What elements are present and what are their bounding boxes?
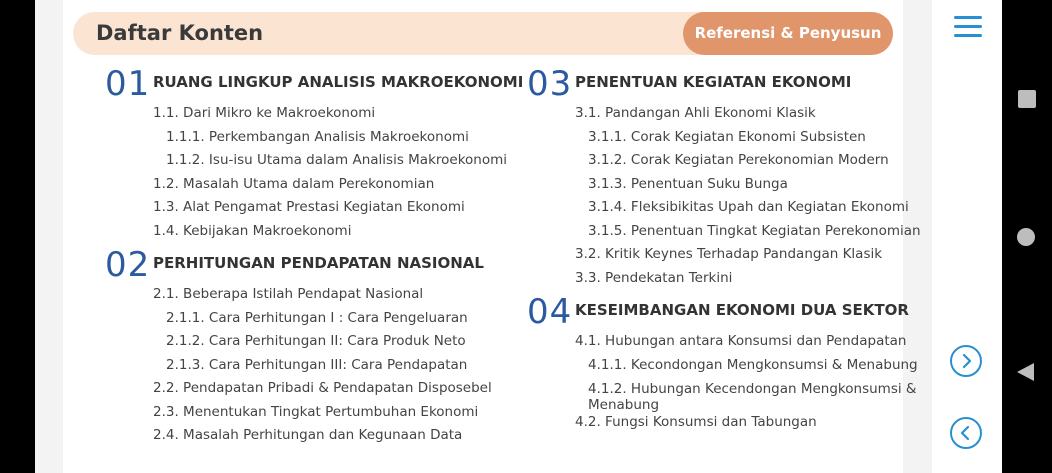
navigation-panel	[932, 0, 1002, 473]
toc-section-link[interactable]: 3.3. Pendekatan Terkini	[575, 269, 733, 286]
chapter-title: PERHITUNGAN PENDAPATAN NASIONAL	[153, 254, 484, 272]
home-icon[interactable]	[1017, 228, 1035, 246]
chapter-number: 02	[105, 245, 151, 285]
toc-subsection-link[interactable]: 2.1.3. Cara Perhitungan III: Cara Pendapatan	[166, 356, 468, 373]
toc-subsection-link[interactable]: 2.1.2. Cara Perhitungan II: Cara Produk Neto	[166, 333, 466, 349]
toc-subsection-link[interactable]: 4.1.1. Kecondongan Mengkonsumsi & Menabung	[588, 356, 918, 373]
references-button[interactable]: Referensi & Penyusun	[683, 12, 893, 55]
next-page-button[interactable]	[950, 345, 982, 377]
toc-section-link[interactable]: 4.2. Fungsi Konsumsi dan Tabungan	[575, 414, 817, 430]
toc-column-left	[105, 62, 524, 448]
content-page	[35, 0, 932, 473]
recent-apps-icon[interactable]	[1018, 90, 1036, 108]
system-navigation-bar	[1002, 0, 1052, 473]
back-icon[interactable]	[1017, 363, 1034, 381]
chapter-title: PENENTUAN KEGIATAN EKONOMI	[575, 73, 852, 91]
left-system-edge	[0, 0, 35, 473]
toc-section-link[interactable]: 4.1. Hubungan antara Konsumsi dan Pendapatan	[575, 333, 907, 349]
chapter-number: 03	[527, 64, 573, 104]
menu-bar	[954, 34, 982, 37]
chevron-left-icon	[957, 424, 975, 442]
chapter-title: RUANG LINGKUP ANALISIS MAKROEKONOMI	[153, 73, 524, 91]
toc-section-link[interactable]: 1.1. Dari Mikro ke Makroekonomi	[153, 105, 376, 121]
toc-subsection-link[interactable]: 3.1.4. Fleksibikitas Upah dan Kegiatan Ekonomi	[588, 199, 909, 215]
toc-subsection-link[interactable]: 1.1.1. Perkembangan Analisis Makroekonomi	[166, 128, 469, 145]
toc-header	[73, 12, 893, 55]
page-title: Daftar Konten	[96, 21, 264, 45]
chapter-heading[interactable]	[105, 62, 524, 104]
chapter-title: KESEIMBANGAN EKONOMI DUA SEKTOR	[575, 301, 909, 319]
toc-section-link[interactable]: 1.2. Masalah Utama dalam Perekonomian	[153, 175, 435, 192]
toc-subsection-link[interactable]: 3.1.2. Corak Kegiatan Perekonomian Modern	[588, 152, 889, 168]
toc-subsection-link[interactable]: 3.1.3. Penentuan Suku Bunga	[588, 175, 788, 192]
chapter-number: 01	[105, 64, 151, 104]
menu-bar	[954, 16, 982, 19]
toc-section-link[interactable]: 1.3. Alat Pengamat Prestasi Kegiatan Ekonomi	[153, 199, 465, 215]
toc-section-link[interactable]: 2.4. Masalah Perhitungan dan Kegunaan Data	[153, 427, 463, 443]
previous-page-button[interactable]	[950, 417, 982, 449]
toc-subsection-link[interactable]: 3.1.5. Penentuan Tingkat Kegiatan Perekonomian	[588, 222, 921, 239]
toc-section-link[interactable]: 1.4. Kebijakan Makroekonomi	[153, 222, 352, 239]
toc-subsection-link[interactable]: 2.1.1. Cara Perhitungan I : Cara Pengeluaran	[166, 309, 468, 326]
chapter-heading[interactable]	[105, 243, 515, 283]
chevron-right-icon	[957, 352, 975, 370]
menu-bar	[954, 25, 982, 28]
toc-section-link[interactable]: 3.2. Kritik Keynes Terhadap Pandangan Klasik	[575, 246, 883, 262]
toc-subsection-link[interactable]: 4.1.2. Hubungan Kecendongan Mengkonsumsi & Menabung	[588, 381, 917, 413]
toc-section-link[interactable]: 2.2. Pendapatan Pribadi & Pendapatan Disposebel	[153, 380, 492, 396]
chapter-heading[interactable]	[527, 62, 927, 102]
toc-subsection-link[interactable]: 1.1.2. Isu-isu Utama dalam Analisis Makroekonomi	[166, 152, 508, 168]
chapter-number: 04	[527, 292, 573, 332]
toc-section-link[interactable]: 2.3. Menentukan Tingkat Pertumbuhan Ekonomi	[153, 403, 479, 420]
toc-subsection-link[interactable]: 3.1.1. Corak Kegiatan Ekonomi Subsisten	[588, 128, 866, 145]
toc-column-right	[527, 62, 927, 435]
hamburger-menu-icon[interactable]	[954, 16, 982, 38]
chapter-heading[interactable]	[527, 290, 927, 330]
toc-section-link[interactable]: 2.1. Beberapa Istilah Pendapat Nasional	[153, 286, 424, 302]
toc-section-link[interactable]: 3.1. Pandangan Ahli Ekonomi Klasik	[575, 105, 816, 121]
